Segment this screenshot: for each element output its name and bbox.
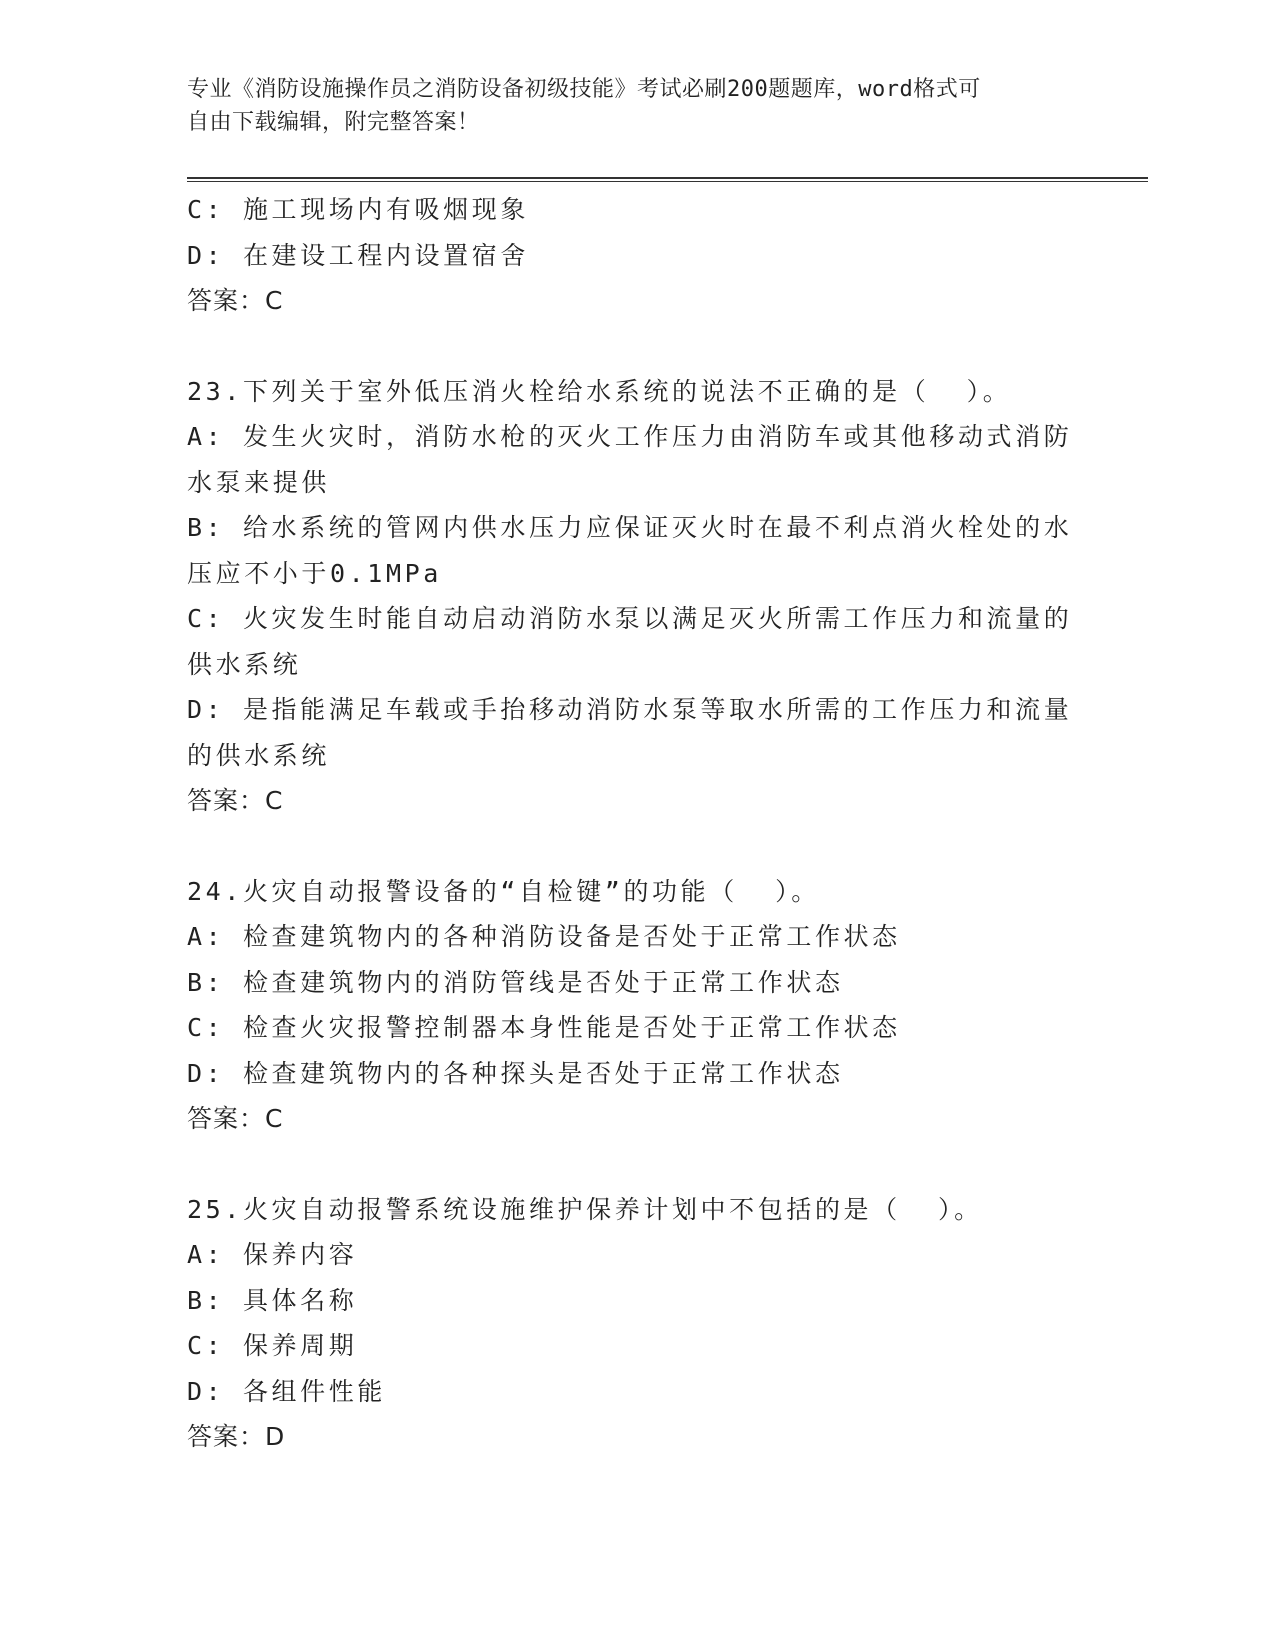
option-d: D: 检查建筑物内的各种探头是否处于正常工作状态 [187, 1058, 844, 1088]
question-23 [187, 369, 1087, 824]
question-22-tail [187, 187, 1087, 324]
question-text: 24.火灾自动报警设备的“自检键”的功能（ ）。 [187, 876, 820, 906]
option-a: A: 发生火灾时，消防水枪的灭火工作压力由消防车或其他移动式消防水泵来提供 [187, 422, 1073, 497]
option-a: A: 保养内容 [187, 1240, 358, 1269]
option-b: B: 给水系统的管网内供水压力应保证灭火时在最不利点消火栓处的水压应不小于0.1MPa [187, 513, 1073, 588]
spacer [187, 824, 1087, 869]
option-c: C: 火灾发生时能自动启动消防水泵以满足灭火所需工作压力和流量的供水系统 [187, 604, 1073, 679]
question-25 [187, 1187, 1087, 1460]
option-b: B: 检查建筑物内的消防管线是否处于正常工作状态 [187, 967, 844, 997]
document-header [187, 73, 1067, 139]
option-b: B: 具体名称 [187, 1285, 358, 1315]
question-list [187, 187, 1087, 1460]
header-title-line-2: 自由下载编辑，附完整答案！ [187, 110, 480, 135]
option-d: D: 是指能满足车载或手抬移动消防水泵等取水所需的工作压力和流量的供水系统 [187, 695, 1073, 770]
option-a: A: 检查建筑物内的各种消防设备是否处于正常工作状态 [187, 922, 901, 951]
question-text: 25.火灾自动报警系统设施维护保养计划中不包括的是（ ）。 [187, 1194, 983, 1224]
header-title-line-1: 专业《消防设施操作员之消防设备初级技能》考试必刷200题题库，word格式可 [187, 77, 981, 102]
header-divider [187, 177, 1148, 182]
option-d: D: 各组件性能 [187, 1376, 386, 1406]
option-c: C: 保养周期 [187, 1331, 358, 1360]
answer: 答案：D [187, 1422, 286, 1451]
answer: 答案：C [187, 286, 284, 315]
question-24 [187, 869, 1087, 1142]
option-c: C: 施工现场内有吸烟现象 [187, 195, 529, 224]
spacer [187, 1142, 1087, 1187]
answer: 答案：C [187, 1104, 284, 1133]
answer: 答案：C [187, 786, 284, 815]
option-c: C: 检查火灾报警控制器本身性能是否处于正常工作状态 [187, 1013, 901, 1042]
spacer [187, 324, 1087, 369]
question-text: 23.下列关于室外低压消火栓给水系统的说法不正确的是（ ）。 [187, 376, 1012, 406]
option-d: D: 在建设工程内设置宿舍 [187, 240, 529, 270]
